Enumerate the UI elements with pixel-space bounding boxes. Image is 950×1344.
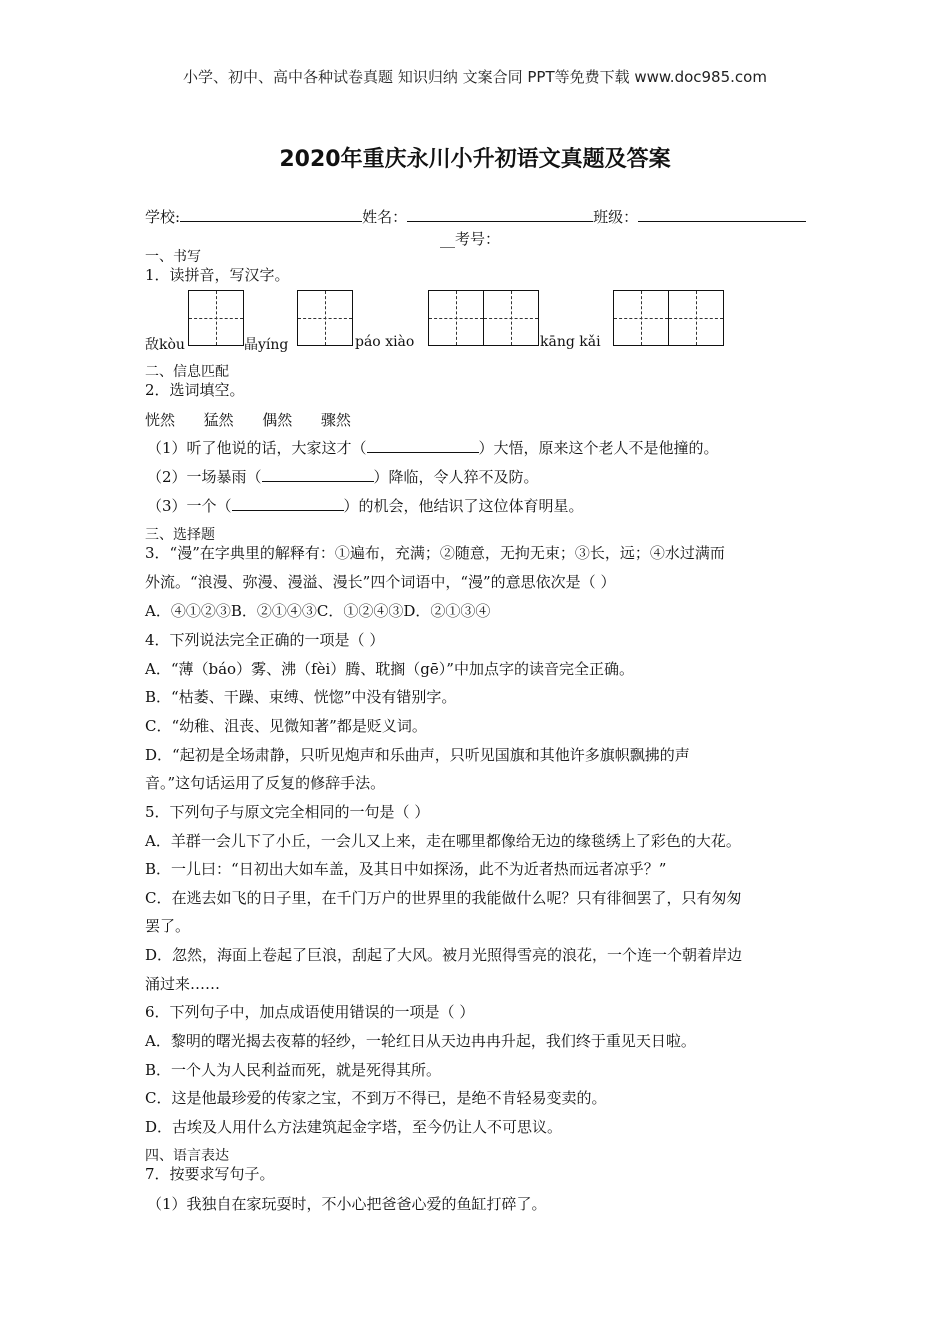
section-3-heading: 三、选择题 <box>145 527 215 543</box>
writing-grid-4[interactable] <box>613 290 722 346</box>
question-5-option-c-line-2: 罢了。 <box>145 917 191 935</box>
question-7: 7．按要求写句子。 <box>145 1165 275 1183</box>
question-4-option-b: B．“枯萎、干躁、束缚、恍惚”中没有错别字。 <box>145 688 457 706</box>
pinyin-item-1: 敌kòu <box>145 337 185 353</box>
question-4-option-d-line-1: D．“起初是全场肃静，只听见炮声和乐曲声，只听见国旗和其他许多旗帜飘拂的声 <box>145 746 690 764</box>
fill-blank-2[interactable] <box>262 481 374 482</box>
writing-grid-1[interactable] <box>188 290 243 346</box>
question-5-option-a: A．羊群一会儿下了小丘，一会儿又上来，走在哪里都像给无边的缘毯绣上了彩色的大花。 <box>145 832 741 850</box>
exam-number-label: __考号： <box>440 230 501 248</box>
class-field[interactable] <box>638 207 806 222</box>
fill-line-3: （3）一个（ ）的机会，他结识了这位体育明星。 <box>147 497 584 515</box>
question-5-option-d-line-1: D．忽然，海面上卷起了巨浪，刮起了大风。被月光照得雪亮的浪花，一个连一个朝着岸边 <box>145 946 743 964</box>
writing-grid-2[interactable] <box>297 290 352 346</box>
question-1: 1．读拼音，写汉字。 <box>145 266 290 284</box>
question-5-option-d-line-2: 涌过来…… <box>145 975 221 993</box>
section-4-heading: 四、语言表达 <box>145 1148 229 1164</box>
question-6-option-a: A．黎明的曙光揭去夜幕的轻纱，一轮红日从天边冉冉升起，我们终于重见天日啦。 <box>145 1032 696 1050</box>
class-label: 班级： <box>593 208 639 226</box>
writing-grid-3[interactable] <box>428 290 537 346</box>
question-4-option-c: C．“幼稚、沮丧、见微知著”都是贬义词。 <box>145 717 427 735</box>
question-4: 4．下列说法完全正确的一项是（ ） <box>145 631 385 649</box>
question-3-line-1: 3．“漫”在字典里的解释有：①遍布，充满；②随意，无拘无束；③长，远；④水过满而 <box>145 544 725 562</box>
pinyin-item-4: kāng kǎi <box>540 334 601 350</box>
fill-blank-3[interactable] <box>232 510 344 511</box>
question-4-option-a: A．“薄（báo）雾、沸（fèi）腾、耽搁（gē）”中加点字的读音完全正确。 <box>145 660 634 678</box>
page-header: 小学、初中、高中各种试卷真题 知识归纳 文案合同 PPT等免费下载 www.doc985.com <box>183 68 767 86</box>
question-6-option-d: D．古埃及人用什么方法建筑起金字塔，至今仍让人不可思议。 <box>145 1118 563 1136</box>
pinyin-item-2: 晶yíng <box>244 337 289 353</box>
question-5-option-c-line-1: C．在逃去如飞的日子里，在千门万户的世界里的我能做什么呢？只有徘徊罢了，只有匆匆 <box>145 889 742 907</box>
question-6: 6．下列句子中，加点成语使用错误的一项是（ ） <box>145 1003 475 1021</box>
question-5-option-b: B．一儿曰：“日初出大如车盖，及其日中如探汤，此不为近者热而远者凉乎？” <box>145 860 667 878</box>
section-1-heading: 一、书写 <box>145 249 201 265</box>
fill-line-1: （1）听了他说的话，大家这才（ ）大悟，原来这个老人不是他撞的。 <box>147 439 719 457</box>
question-2: 2．选词填空。 <box>145 381 245 399</box>
question-5: 5．下列句子与原文完全相同的一句是（ ） <box>145 803 430 821</box>
question-6-option-b: B．一个人为人民利益而死，就是死得其所。 <box>145 1061 442 1079</box>
name-label: 姓名： <box>362 208 408 226</box>
fill-line-2: （2）一场暴雨（ ）降临，令人猝不及防。 <box>147 468 539 486</box>
question-6-option-c: C．这是他最珍爱的传家之宝，不到万不得已，是绝不肯轻易变卖的。 <box>145 1089 607 1107</box>
fill-blank-1[interactable] <box>367 452 479 453</box>
question-4-option-d-line-2: 音。”这句话运用了反复的修辞手法。 <box>145 774 386 792</box>
pinyin-item-3: páo xiào <box>355 334 415 350</box>
question-7-part-1: （1）我独自在家玩耍时，不小心把爸爸心爱的鱼缸打碎了。 <box>147 1195 547 1213</box>
name-field[interactable] <box>407 207 593 222</box>
question-3-options: A．④①②③B．②①④③C．①②④③D．②①③④ <box>145 602 491 620</box>
school-label: 学校: <box>145 208 181 226</box>
question-3-line-2: 外流。“浪漫、弥漫、漫溢、漫长”四个词语中，“漫”的意思依次是（ ） <box>145 573 616 591</box>
school-field[interactable] <box>180 207 362 222</box>
section-2-heading: 二、信息匹配 <box>145 364 229 380</box>
page-title: 2020年重庆永川小升初语文真题及答案 <box>279 147 671 172</box>
word-choices: 恍然 猛然 偶然 骤然 <box>145 411 351 429</box>
student-info-row <box>145 206 806 227</box>
